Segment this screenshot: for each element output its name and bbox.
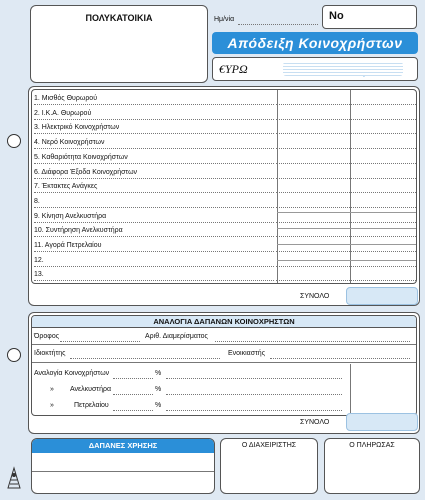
elevator-label: Ανελκυστήρα <box>70 386 111 393</box>
owner-field[interactable] <box>70 358 220 359</box>
expense-amount-field[interactable] <box>276 222 416 223</box>
elevator-amount-field[interactable] <box>166 394 342 395</box>
expense-amount-field[interactable] <box>276 178 416 179</box>
expense-item-label: 4. Νερό Κοινοχρήστων <box>34 139 105 147</box>
expense-amount-field[interactable] <box>276 207 416 208</box>
floor-label: Όροφος <box>34 333 60 340</box>
expense-item-label: 12. <box>34 256 44 264</box>
expense-item-label: 6. Διάφορα Έξοδα Κοινοχρήστων <box>34 168 138 176</box>
usage-expenses-label: ΔΑΠΑΝΕΣ ΧΡΗΣΗΣ <box>32 439 214 453</box>
fuel-percent: % <box>155 402 162 409</box>
expense-item-line <box>34 192 274 193</box>
expense-amount-field[interactable] <box>276 163 416 164</box>
apartment-no-label: Αριθ. Διαμερίσματος <box>145 333 208 340</box>
expense-item-label: 3. Ηλεκτρικό Κοινοχρήστων <box>34 124 120 132</box>
allocation-title-bar <box>32 316 416 328</box>
expenses-total-field[interactable] <box>346 287 418 305</box>
expense-item-label: 9. Κίνηση Ανελκυστήρα <box>34 212 107 220</box>
number-label: Νο <box>329 10 344 22</box>
expense-item-line <box>34 222 274 223</box>
payer-label: Ο ΠΛΗΡΩΣΑΣ <box>349 442 395 449</box>
date-label: Ημ/νία <box>214 16 235 23</box>
elevator-percent: % <box>155 386 162 393</box>
allocation-title: ΑΝΑΛΟΓΙΑ ΔΑΠΑΝΩΝ ΚΟΙΝΟΧΡΗΣΤΩΝ <box>153 317 295 326</box>
apartment-no-field[interactable] <box>215 341 410 342</box>
row-divider <box>277 228 416 229</box>
floor-field[interactable] <box>60 341 140 342</box>
expense-item-line <box>34 280 274 281</box>
binder-hole-bottom <box>7 348 21 362</box>
expense-item-label: 8. <box>34 197 40 205</box>
amount-box[interactable] <box>212 57 418 81</box>
expense-item-line <box>34 133 274 134</box>
binder-hole-top <box>7 134 21 148</box>
common-ratio-field[interactable] <box>113 378 153 379</box>
number-box[interactable] <box>322 5 417 29</box>
expense-item-line <box>34 104 274 105</box>
row-divider <box>277 244 416 245</box>
expense-item-label: 11. Αγορά Πετρελαίου <box>34 242 102 249</box>
owner-label: Ιδιοκτήτης <box>34 350 66 357</box>
amount-pattern <box>283 62 403 76</box>
column-divider <box>350 364 351 415</box>
expense-amount-field[interactable] <box>276 280 416 281</box>
expense-item-label: 10. Συντήρηση Ανελκυστήρα <box>34 227 123 235</box>
allocation-total-label: ΣΥΝΟΛΟ <box>300 419 330 426</box>
row-divider <box>32 362 416 363</box>
tenant-field[interactable] <box>270 358 410 359</box>
expense-item-label: 5. Καθαριότητα Κοινοχρήστων <box>34 153 128 161</box>
expense-amount-field[interactable] <box>276 104 416 105</box>
common-ratio-label: Αναλογία Κοινοχρήστων <box>34 370 110 377</box>
expenses-total-label: ΣΥΝΟΛΟ <box>300 293 330 300</box>
expense-amount-field[interactable] <box>276 192 416 193</box>
tenant-label: Ενοικιαστής <box>228 350 266 357</box>
expense-item-line <box>34 266 274 267</box>
manager-box[interactable] <box>220 438 318 494</box>
elevator-ratio-field[interactable] <box>113 394 153 395</box>
row-divider <box>277 260 416 261</box>
expense-item-line <box>34 236 274 237</box>
expense-amount-field[interactable] <box>276 251 416 252</box>
fuel-prefix: » <box>50 402 54 409</box>
publisher-logo-icon <box>4 466 24 492</box>
expense-item-label: 1. Μισθός Θυρωρού <box>34 95 98 102</box>
fuel-ratio-field[interactable] <box>113 410 153 411</box>
expense-amount-field[interactable] <box>276 148 416 149</box>
expense-item-label: 13. <box>34 271 44 279</box>
building-box[interactable] <box>30 5 208 83</box>
amount-dot: . <box>363 72 365 79</box>
currency-label: €ΥΡΩ <box>219 62 248 76</box>
expense-item-line <box>34 207 274 208</box>
manager-label: Ο ΔΙΑΧΕΙΡΙΣΤΗΣ <box>241 442 297 449</box>
elevator-prefix: » <box>50 386 54 393</box>
receipt-title: Απόδειξη Κοινοχρήστων <box>212 32 418 54</box>
expense-amount-field[interactable] <box>276 119 416 120</box>
fuel-label: Πετρελαίου <box>74 402 109 409</box>
payer-box[interactable] <box>324 438 420 494</box>
row-divider <box>32 344 416 345</box>
allocation-frame <box>31 315 417 416</box>
row-divider <box>32 471 215 472</box>
expense-item-line <box>34 119 274 120</box>
expense-amount-field[interactable] <box>276 133 416 134</box>
expense-item-label: 7. Έκτακτες Ανάγκες <box>34 183 98 191</box>
building-label: ΠΟΛΥΚΑΤΟΙΚΙΑ <box>85 13 153 23</box>
expense-item-label: 2. Ι.Κ.Α. Θυρωρού <box>34 109 92 117</box>
expense-item-line <box>34 178 274 179</box>
expense-amount-field[interactable] <box>276 236 416 237</box>
allocation-total-field[interactable] <box>346 413 418 431</box>
fuel-amount-field[interactable] <box>166 410 342 411</box>
common-ratio-percent: % <box>155 370 162 377</box>
common-ratio-amount-field[interactable] <box>166 378 342 379</box>
usage-expenses-box[interactable] <box>31 438 215 494</box>
expense-item-line <box>34 148 274 149</box>
expense-item-line <box>34 251 274 252</box>
row-divider <box>277 212 416 213</box>
expense-amount-field[interactable] <box>276 266 416 267</box>
date-field[interactable] <box>238 24 318 25</box>
expense-item-line <box>34 163 274 164</box>
